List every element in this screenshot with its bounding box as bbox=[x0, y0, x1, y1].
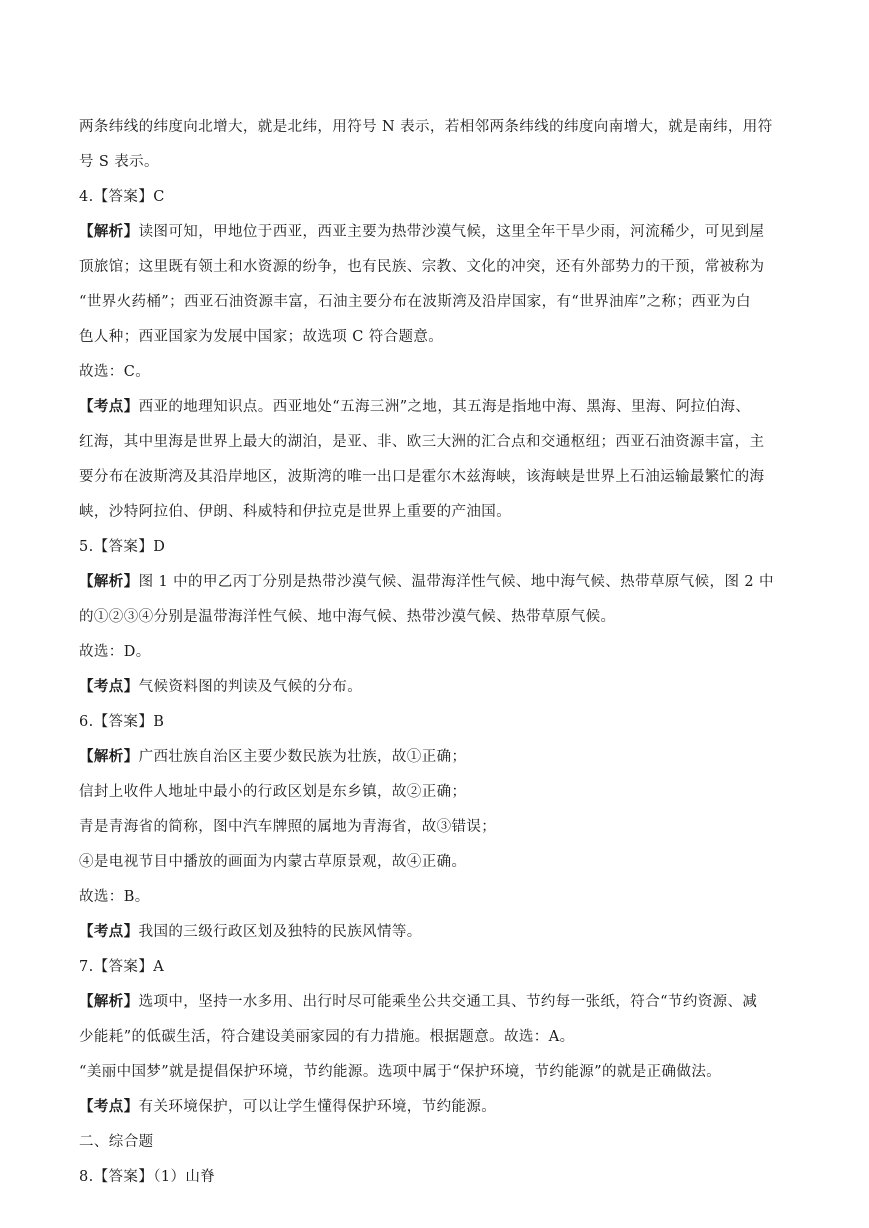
text-line: ④是电视节目中播放的画面为内蒙古草原景观，故④正确。 bbox=[79, 854, 467, 870]
text-line: “美丽中国梦”就是提倡保护环境，节约能源。选项中属于“保护环境，节约能源”的就是正确做法。 bbox=[79, 1064, 722, 1080]
text-line: 的①②③④分别是温带海洋性气候、地中海气候、热带沙漠气候、热带草原气候。 bbox=[79, 609, 616, 625]
answer-heading: 8.【答案】（1）山脊 bbox=[79, 1169, 216, 1185]
keypoint-text: 西亚的地理知识点。西亚地处“五海三洲”之地，其五海是指地中海、黑海、里海、阿拉伯海、 bbox=[138, 399, 751, 415]
answer-heading: 7.【答案】A bbox=[79, 959, 165, 975]
answer-heading: 5.【答案】D bbox=[79, 539, 166, 555]
text-line: 故选：D。 bbox=[79, 644, 151, 660]
text-line: 峡，沙特阿拉伯、伊朗、科威特和伊拉克是世界上重要的产油国。 bbox=[79, 504, 512, 520]
text-line: 信封上收件人地址中最小的行政区划是东乡镇，故②正确； bbox=[79, 784, 467, 800]
keypoint-line bbox=[79, 394, 795, 420]
answer-heading: 6.【答案】B bbox=[79, 714, 165, 730]
keypoint-text: 有关环境保护，可以让学生懂得保护环境，节约能源。 bbox=[138, 1099, 497, 1115]
analysis-tag: 【解析】 bbox=[79, 223, 139, 240]
keypoint-tag: 【考点】 bbox=[79, 398, 139, 415]
analysis-tag: 【解析】 bbox=[79, 993, 139, 1010]
text-line: 色人种；西亚国家为发展中国家；故选项 C 符合题意。 bbox=[79, 329, 444, 345]
keypoint-tag: 【考点】 bbox=[79, 678, 139, 695]
text-line: 故选：B。 bbox=[79, 889, 150, 905]
text-line: 故选：C。 bbox=[79, 364, 151, 380]
section-heading: 二、综合题 bbox=[79, 1134, 154, 1150]
text-line: 要分布在波斯湾及其沿岸地区，波斯湾的唯一出口是霍尔木兹海峡，该海峡是世界上石油运输最繁忙的海 bbox=[79, 469, 765, 485]
text-line: 号 S 表示。 bbox=[79, 154, 159, 170]
keypoint-line bbox=[79, 674, 795, 700]
keypoint-line bbox=[79, 1094, 795, 1120]
keypoint-text: 我国的三级行政区划及独特的民族风情等。 bbox=[138, 924, 422, 940]
keypoint-tag: 【考点】 bbox=[79, 1098, 139, 1115]
analysis-tag: 【解析】 bbox=[79, 573, 139, 590]
text-line: 顶旅馆；这里既有领土和水资源的纷争，也有民族、宗教、文化的冲突，还有外部势力的干预，常被称为 bbox=[79, 259, 765, 275]
text-line: 少能耗”的低碳生活，符合建设美丽家园的有力措施。根据题意。故选：A。 bbox=[79, 1029, 575, 1045]
text-line: 两条纬线的纬度向北增大，就是北纬，用符号 N 表示，若相邻两条纬线的纬度向南增大，就是南纬，用符 bbox=[79, 119, 773, 135]
analysis-line bbox=[79, 569, 795, 595]
keypoint-tag: 【考点】 bbox=[79, 923, 139, 940]
analysis-line bbox=[79, 219, 795, 245]
text-line: 青是青海省的简称，图中汽车牌照的属地为青海省，故③错误； bbox=[79, 819, 497, 835]
keypoint-text: 气候资料图的判读及气候的分布。 bbox=[138, 679, 363, 695]
analysis-tag: 【解析】 bbox=[79, 748, 139, 765]
answer-heading: 4.【答案】C bbox=[79, 189, 165, 205]
document-page bbox=[79, 114, 795, 1190]
text-line: “世界火药桶”；西亚石油资源丰富，石油主要分布在波斯湾及沿岸国家，有“世界油库”之称；西亚为白 bbox=[79, 294, 751, 310]
keypoint-line bbox=[79, 919, 795, 945]
analysis-text: 读图可知，甲地位于西亚，西亚主要为热带沙漠气候，这里全年干旱少雨，河流稀少，可见到屋 bbox=[138, 224, 765, 240]
analysis-text: 选项中，坚持一水多用、出行时尽可能乘坐公共交通工具、节约每一张纸，符合“节约资源、减 bbox=[138, 994, 758, 1010]
text-line: 红海，其中里海是世界上最大的湖泊，是亚、非、欧三大洲的汇合点和交通枢纽；西亚石油资源丰富，主 bbox=[79, 434, 765, 450]
analysis-text: 广西壮族自治区主要少数民族为壮族，故①正确； bbox=[138, 749, 467, 765]
analysis-line bbox=[79, 744, 795, 770]
analysis-line bbox=[79, 989, 795, 1015]
analysis-text: 图 1 中的甲乙丙丁分别是热带沙漠气候、温带海洋性气候、地中海气候、热带草原气候，图 2 中 bbox=[138, 574, 774, 590]
